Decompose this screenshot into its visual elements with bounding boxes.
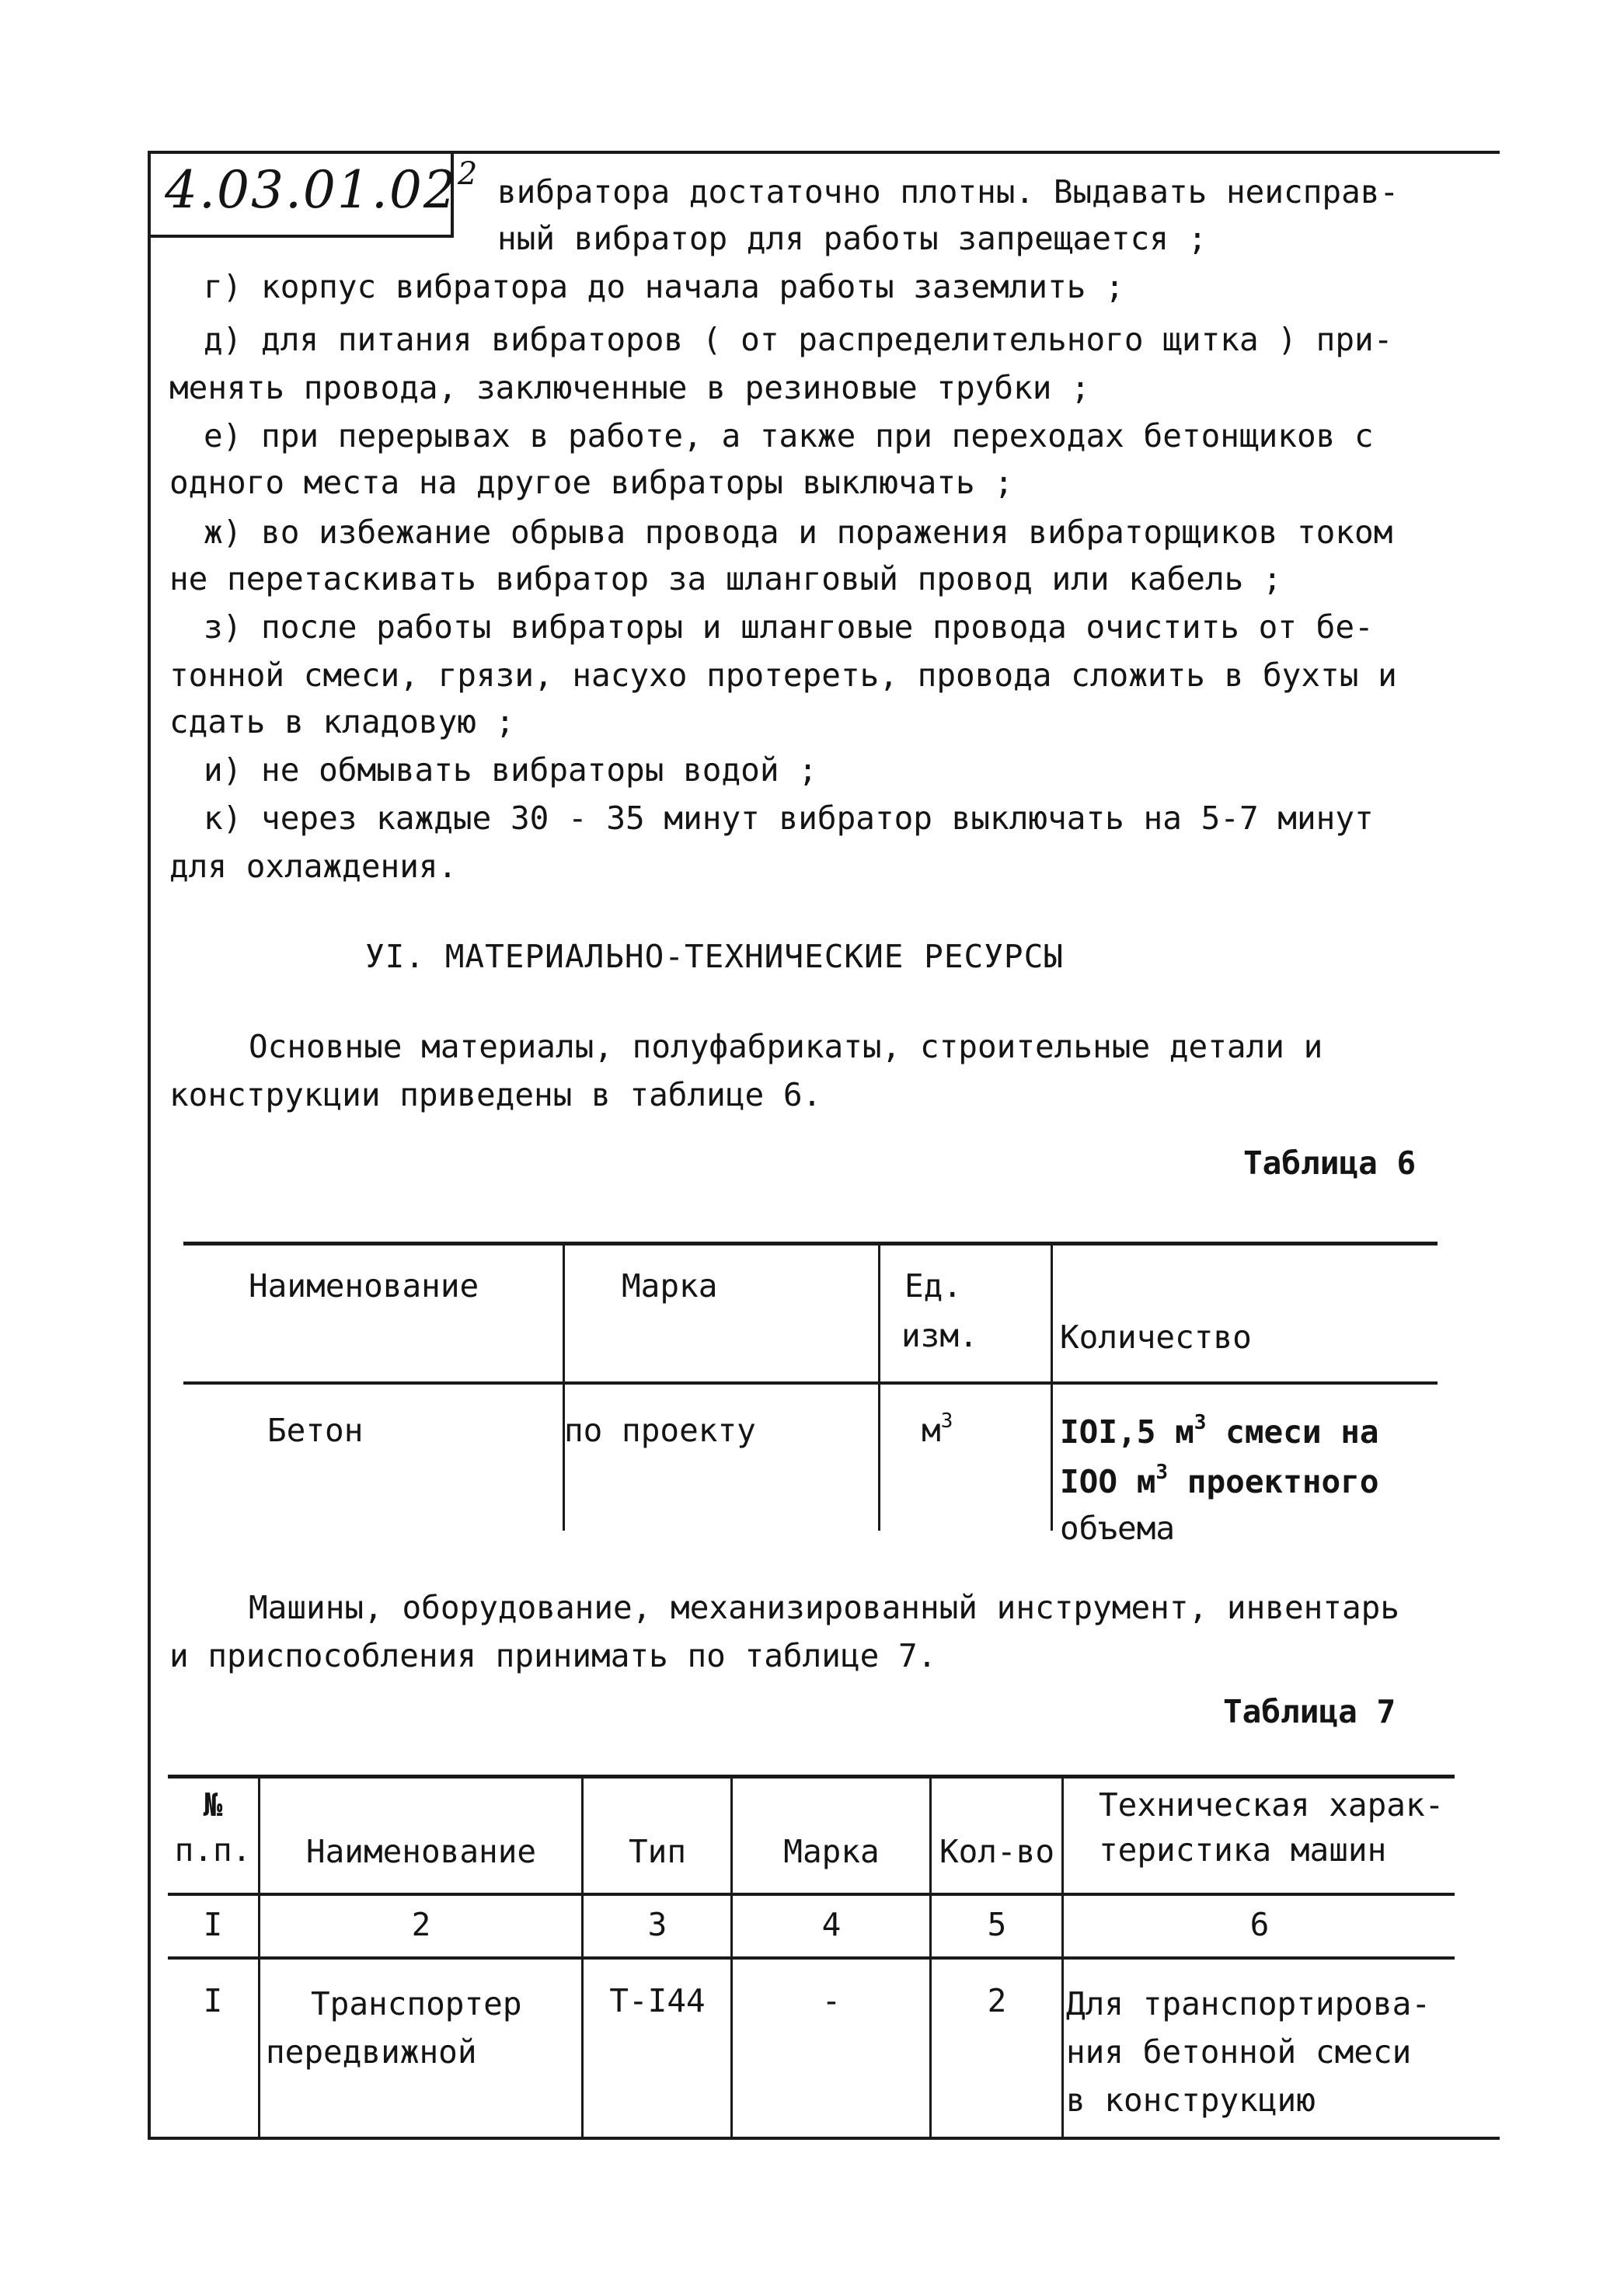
table6-caption: Таблица 6 bbox=[1243, 1144, 1417, 1182]
table7-col-number: 4 bbox=[821, 1906, 842, 1943]
table7-header-name: Наименование bbox=[305, 1833, 537, 1870]
text-line: ж) во избежание обрыва провода и поражения вибраторщиков током bbox=[204, 514, 1393, 551]
intro-text-line: и приспособления принимать по таблице 7. bbox=[169, 1637, 937, 1674]
table7-col-divider bbox=[929, 1775, 932, 2137]
text-line: тонной смеси, грязи, насухо протереть, провода сложить в бухты и bbox=[169, 657, 1397, 694]
table6-cell-qty: объема bbox=[1060, 1510, 1176, 1547]
table6-cell-mark: по проекту bbox=[564, 1412, 756, 1449]
table7-cell-tech: ния бетонной смеси bbox=[1066, 2033, 1412, 2071]
table7-header-rule bbox=[168, 1893, 1455, 1896]
frame-bottom-border bbox=[148, 2137, 1500, 2140]
table7-cell-name: Транспортер bbox=[311, 1985, 522, 2022]
table7-cell-name: передвижной bbox=[266, 2033, 477, 2071]
text-line: менять провода, заключенные в резиновые трубки ; bbox=[169, 369, 1090, 406]
table7-col-divider bbox=[730, 1775, 733, 2137]
intro-text-line: Основные материалы, полуфабрикаты, строительные детали и bbox=[249, 1028, 1323, 1065]
table6-col-divider bbox=[563, 1242, 565, 1531]
table6-header-mark: Марка bbox=[622, 1267, 718, 1305]
table7-cell-tech: Для транспортирова- bbox=[1066, 1985, 1431, 2022]
unit-sup: 3 bbox=[940, 1409, 953, 1433]
text-line: не перетаскивать вибратор за шланговый провод или кабель ; bbox=[169, 560, 1282, 597]
table7-col-number: 5 bbox=[987, 1906, 1007, 1943]
text-line: к) через каждые 30 - 35 минут вибратор выключать на 5-7 минут bbox=[204, 800, 1374, 837]
text-line: для охлаждения. bbox=[169, 848, 458, 885]
table7-col-divider bbox=[1061, 1775, 1064, 2137]
table6-top-rule bbox=[183, 1242, 1438, 1246]
table7-col-number: 3 bbox=[647, 1906, 667, 1943]
table7-header-tech: теристика машин bbox=[1099, 1831, 1387, 1869]
table7-col-number: 6 bbox=[1249, 1906, 1270, 1943]
table7-header-type: Тип bbox=[628, 1833, 687, 1870]
table6-col-divider bbox=[1051, 1242, 1053, 1531]
table7-cell-tech: в конструкцию bbox=[1066, 2082, 1316, 2119]
text-line: одного места на другое вибраторы выключать ; bbox=[169, 464, 1014, 501]
table7-col-divider bbox=[581, 1775, 584, 2137]
qty-text: IOO м bbox=[1060, 1463, 1156, 1500]
text-line: з) после работы вибраторы и шланговые провода очистить от бе- bbox=[204, 608, 1374, 646]
frame-left-border bbox=[148, 151, 151, 2140]
table6-cell-qty bbox=[1060, 1408, 1379, 1456]
table6-cell-unit bbox=[922, 1406, 953, 1455]
qty-text: проектного bbox=[1168, 1463, 1379, 1500]
table6-header-unit: Ед. bbox=[904, 1267, 963, 1305]
qty-sup: 3 bbox=[1155, 1461, 1169, 1484]
qty-text: смеси на bbox=[1206, 1413, 1379, 1451]
intro-text-line: Машины, оборудование, механизированный инструмент, инвентарь bbox=[249, 1589, 1400, 1626]
table7-numbers-rule bbox=[168, 1956, 1455, 1960]
table7-header-tech: Техническая харак- bbox=[1099, 1786, 1445, 1824]
unit-text: м bbox=[922, 1412, 941, 1449]
document-code-stamp bbox=[151, 154, 479, 238]
table6-header-name: Наименование bbox=[249, 1267, 479, 1305]
table6-cell-qty bbox=[1060, 1458, 1379, 1506]
intro-text-line: конструкции приведены в таблице 6. bbox=[169, 1076, 822, 1113]
table7-caption: Таблица 7 bbox=[1223, 1693, 1396, 1730]
text-line: ный вибратор для работы запрещается ; bbox=[497, 220, 1208, 257]
table7-header-qty: Кол-во bbox=[939, 1833, 1055, 1870]
table6-header-qty: Количество bbox=[1060, 1319, 1252, 1356]
text-line: сдать в кладовую ; bbox=[169, 703, 515, 740]
text-line: д) для питания вибраторов ( от распределительного щитка ) при- bbox=[204, 321, 1393, 358]
table6-col-divider bbox=[878, 1242, 880, 1531]
table7-cell-num: I bbox=[203, 1982, 223, 2019]
text-line: вибратора достаточно плотны. Выдавать неисправ- bbox=[497, 173, 1399, 211]
table6-header-unit: изм. bbox=[901, 1317, 978, 1354]
table7-header-num: п.п. bbox=[174, 1831, 252, 1869]
table7-top-rule bbox=[168, 1775, 1455, 1779]
table7-col-number: I bbox=[203, 1906, 223, 1943]
document-code-sup: 2 bbox=[457, 156, 479, 192]
table7-header-num: № bbox=[203, 1786, 223, 1824]
table7-col-number: 2 bbox=[411, 1906, 431, 1943]
table7-col-divider bbox=[258, 1775, 260, 2137]
table6-header-rule bbox=[183, 1381, 1438, 1385]
section-heading: УI. МАТЕРИАЛЬНО-ТЕХНИЧЕСКИЕ РЕСУРСЫ bbox=[365, 938, 1064, 975]
table7-header-mark: Марка bbox=[783, 1833, 880, 1870]
qty-sup: 3 bbox=[1194, 1411, 1207, 1434]
text-line: е) при перерывах в работе, а также при переходах бетонщиков с bbox=[204, 417, 1374, 455]
document-code-text: 4.03.01.02 bbox=[165, 160, 458, 220]
table7-cell-type: Т-I44 bbox=[609, 1982, 706, 2019]
table7-cell-mark: - bbox=[821, 1982, 842, 2019]
text-line: г) корпус вибратора до начала работы заземлить ; bbox=[204, 268, 1124, 305]
text-line: и) не обмывать вибраторы водой ; bbox=[204, 751, 817, 789]
table6-cell-name: Бетон bbox=[267, 1412, 364, 1449]
table7-cell-qty: 2 bbox=[987, 1982, 1007, 2019]
qty-text: IOI,5 м bbox=[1060, 1413, 1194, 1451]
document-code bbox=[165, 156, 479, 220]
